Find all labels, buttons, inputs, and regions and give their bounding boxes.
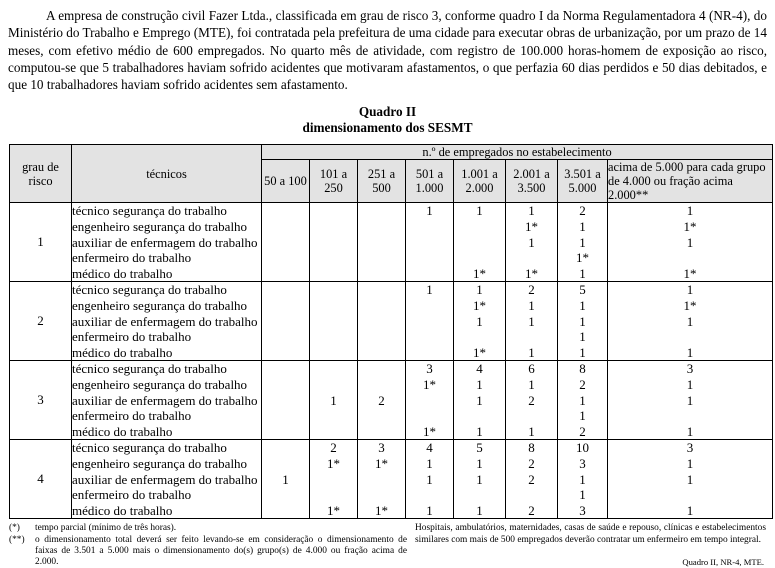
cell-grade4-2001-3500 xyxy=(506,440,558,519)
cell-value: 1 xyxy=(528,344,535,360)
technician-label: enfermeiro do trabalho xyxy=(72,487,192,503)
cell-value: 2 xyxy=(528,471,535,487)
cell-value: 1 xyxy=(476,502,483,518)
cell-value xyxy=(310,282,357,298)
cell-grade4-1001-2000 xyxy=(454,440,506,519)
cell-grade1-acima-5000 xyxy=(608,203,773,282)
cell-value xyxy=(262,345,309,361)
cell-value xyxy=(310,377,357,393)
technician-label: médico do trabalho xyxy=(72,344,173,360)
cell-value: 1 xyxy=(686,502,694,518)
cell-value xyxy=(454,235,505,251)
cell-grade1-101-250 xyxy=(310,203,358,282)
footnotes-right xyxy=(413,523,766,568)
cell-value: 1 xyxy=(579,392,586,408)
cell-value xyxy=(358,345,405,361)
footnote-double-asterisk xyxy=(9,535,407,568)
cell-value: 4 xyxy=(476,361,483,377)
cell-value: 1 xyxy=(686,282,694,298)
cell-value: 1* xyxy=(327,502,340,518)
cell-value: 1 xyxy=(426,282,433,298)
cell-value: 1 xyxy=(476,471,483,487)
table-title-line2: dimensionamento dos SESMT xyxy=(302,119,473,135)
technician-label: auxiliar de enfermagem do trabalho xyxy=(72,234,258,250)
cell-grade1-501-1000 xyxy=(406,203,454,282)
table-title-line1: Quadro II xyxy=(358,104,417,120)
cell-value: 3 xyxy=(378,440,385,456)
cell-value xyxy=(506,408,557,424)
cell-grade3-501-1000 xyxy=(406,361,454,440)
cell-value: 1* xyxy=(423,377,436,393)
footnote-text-1: tempo parcial (mínimo de três horas). xyxy=(35,523,177,534)
cell-value xyxy=(262,235,309,251)
cell-value xyxy=(454,487,505,503)
cell-value: 2 xyxy=(528,502,535,518)
cell-value xyxy=(406,235,453,251)
cell-value: 1 xyxy=(579,313,586,329)
cell-value xyxy=(358,377,405,393)
cell-value: 1 xyxy=(528,313,535,329)
cell-grade2-2001-3500 xyxy=(506,282,558,361)
cell-value xyxy=(406,345,453,361)
header-group-title: n.º de empregados no estabelecimento xyxy=(262,145,773,160)
cell-value xyxy=(310,345,357,361)
cell-grade2-501-1000 xyxy=(406,282,454,361)
cell-value: 1 xyxy=(579,219,586,235)
cell-value: 5 xyxy=(476,440,483,456)
cell-value: 1* xyxy=(683,298,697,314)
cell-value xyxy=(310,250,357,266)
cell-value: 1 xyxy=(476,313,483,329)
cell-value xyxy=(262,377,309,393)
cell-value: 1 xyxy=(579,234,586,250)
cell-value xyxy=(262,203,309,219)
cell-value: 1 xyxy=(579,487,586,503)
cell-grade3-2001-3500 xyxy=(506,361,558,440)
cell-value: 1 xyxy=(528,203,535,219)
cell-grade3-50-100 xyxy=(262,361,310,440)
cell-value xyxy=(310,472,357,488)
technician-label: médico do trabalho xyxy=(72,265,173,281)
cell-value: 5 xyxy=(579,282,586,298)
grade-cell-3: 3 xyxy=(10,361,72,440)
technicians-cell xyxy=(72,440,262,519)
header-grau-de-risco: grau de risco xyxy=(10,145,72,203)
cell-value xyxy=(310,314,357,330)
cell-value: 1 xyxy=(686,423,694,439)
cell-value: 1 xyxy=(686,313,694,329)
cell-grade1-1001-2000 xyxy=(454,203,506,282)
cell-value xyxy=(262,408,309,424)
cell-value xyxy=(358,472,405,488)
cell-value xyxy=(608,487,772,503)
cell-value: 1 xyxy=(579,329,586,345)
cell-value: 1 xyxy=(579,265,586,281)
cell-value xyxy=(406,314,453,330)
cell-grade4-50-100 xyxy=(262,440,310,519)
technician-label: técnico segurança do trabalho xyxy=(72,203,227,219)
cell-value xyxy=(358,235,405,251)
cell-grade2-3501-5000 xyxy=(558,282,608,361)
cell-value: 1* xyxy=(683,265,697,281)
cell-value: 1 xyxy=(579,344,586,360)
cell-grade2-101-250 xyxy=(310,282,358,361)
cell-value xyxy=(406,219,453,235)
cell-value xyxy=(262,424,309,440)
cell-value xyxy=(358,282,405,298)
cell-value xyxy=(262,282,309,298)
header-range-101-250: 101 a 250 xyxy=(310,160,358,203)
cell-value xyxy=(262,393,309,409)
cell-value xyxy=(310,235,357,251)
technician-label: enfermeiro do trabalho xyxy=(72,250,192,266)
cell-value xyxy=(310,266,357,282)
technician-label: auxiliar de enfermagem do trabalho xyxy=(72,471,258,487)
cell-value xyxy=(406,266,453,282)
cell-value: 3 xyxy=(686,361,694,377)
cell-value: 1 xyxy=(426,502,433,518)
table-row xyxy=(10,282,773,361)
cell-value: 2 xyxy=(330,440,337,456)
cell-value xyxy=(310,487,357,503)
cell-value xyxy=(454,250,505,266)
cell-value: 1 xyxy=(476,203,483,219)
source-citation: Quadro II, NR-4, MTE. xyxy=(682,556,764,567)
technician-label: engenheiro segurança do trabalho xyxy=(72,219,248,235)
cell-grade1-2001-3500 xyxy=(506,203,558,282)
header-acima-5000-line1: acima de 5.000 para cada grupo xyxy=(608,160,766,175)
cell-value: 2 xyxy=(579,377,586,393)
cell-value xyxy=(454,329,505,345)
table-row xyxy=(10,361,773,440)
cell-value: 1 xyxy=(686,377,694,393)
cell-grade3-3501-5000 xyxy=(558,361,608,440)
cell-value xyxy=(310,203,357,219)
cell-value xyxy=(454,219,505,235)
cell-value: 1 xyxy=(528,423,535,439)
cell-value xyxy=(406,329,453,345)
technician-label: médico do trabalho xyxy=(72,502,173,518)
cell-value xyxy=(506,250,557,266)
cell-value: 1 xyxy=(476,392,483,408)
cell-value: 2 xyxy=(579,203,586,219)
header-range-3501-5000: 3.501 a 5.000 xyxy=(558,160,608,203)
footnotes xyxy=(9,523,766,568)
table-row xyxy=(10,203,773,282)
cell-value: 1 xyxy=(686,344,694,360)
technician-label: auxiliar de enfermagem do trabalho xyxy=(72,392,258,408)
cell-value xyxy=(262,487,309,503)
cell-value: 1 xyxy=(476,455,483,471)
cell-value: 1 xyxy=(426,455,433,471)
cell-grade1-251-500 xyxy=(358,203,406,282)
cell-value: 1 xyxy=(476,282,483,298)
cell-value xyxy=(262,440,309,456)
cell-grade3-1001-2000 xyxy=(454,361,506,440)
technicians-cell xyxy=(72,282,262,361)
cell-value: 1 xyxy=(528,234,535,250)
cell-value: 1 xyxy=(528,377,535,393)
technician-label: técnico segurança do trabalho xyxy=(72,361,227,377)
cell-value: 2 xyxy=(528,455,535,471)
cell-value: 8 xyxy=(528,440,535,456)
cell-value xyxy=(358,424,405,440)
cell-value xyxy=(358,314,405,330)
cell-value xyxy=(358,250,405,266)
cell-value xyxy=(358,266,405,282)
cell-value: 1 xyxy=(282,471,289,487)
cell-value: 1* xyxy=(473,344,486,360)
cell-value xyxy=(406,393,453,409)
cell-value xyxy=(310,298,357,314)
cell-value: 1 xyxy=(686,455,694,471)
cell-value xyxy=(608,408,772,424)
cell-value: 1 xyxy=(330,392,337,408)
cell-value: 3 xyxy=(686,440,694,456)
technician-label: técnico segurança do trabalho xyxy=(72,440,227,456)
sesmt-dimensioning-table xyxy=(9,144,773,519)
cell-value xyxy=(310,219,357,235)
cell-value: 1 xyxy=(686,234,694,250)
grade-cell-1: 1 xyxy=(10,203,72,282)
cell-value: 3 xyxy=(426,361,433,377)
cell-value xyxy=(608,250,772,266)
cell-value xyxy=(358,203,405,219)
cell-value: 2 xyxy=(579,423,586,439)
cell-value: 1 xyxy=(579,298,586,314)
footnote-single-asterisk xyxy=(9,523,407,534)
cell-value xyxy=(262,250,309,266)
cell-value xyxy=(358,487,405,503)
table-body xyxy=(10,203,773,519)
cell-value: 1 xyxy=(686,203,694,219)
technicians-cell xyxy=(72,203,262,282)
cell-grade2-1001-2000 xyxy=(454,282,506,361)
cell-value xyxy=(358,329,405,345)
cell-value: 1* xyxy=(473,298,486,314)
cell-value: 1* xyxy=(327,455,340,471)
technician-label: enfermeiro do trabalho xyxy=(72,329,192,345)
cell-value: 1* xyxy=(525,265,538,281)
cell-grade2-50-100 xyxy=(262,282,310,361)
cell-value: 1 xyxy=(579,471,586,487)
cell-value: 1* xyxy=(375,502,388,518)
cell-grade2-acima-5000 xyxy=(608,282,773,361)
technician-label: engenheiro segurança do trabalho xyxy=(72,455,248,471)
table-header-row-1 xyxy=(10,145,773,160)
cell-value: 2 xyxy=(378,392,385,408)
footnotes-left xyxy=(9,523,413,568)
cell-grade3-acima-5000 xyxy=(608,361,773,440)
header-range-251-500: 251 a 500 xyxy=(358,160,406,203)
footnote-text-2: o dimensionamento total deverá ser feito levando-se em consideração o dimensionamento de faixas de 3.501 a 5.000 mais o dimensionamento do(s) grupo(s) de 4.000 ou fração acima de 2.000. xyxy=(35,534,407,567)
cell-value xyxy=(262,219,309,235)
cell-value xyxy=(262,503,309,519)
grade-cell-2: 2 xyxy=(10,282,72,361)
cell-value xyxy=(608,329,772,345)
cell-value: 2 xyxy=(528,282,535,298)
technician-label: engenheiro segurança do trabalho xyxy=(72,377,248,393)
header-range-501-1000: 501 a 1.000 xyxy=(406,160,454,203)
intro-paragraph: A empresa de construção civil Fazer Ltda., classificada em grau de risco 3, conforme quadro I da Norma Regulamentadora 4 (NR-4), do Ministério do Trabalho e Emprego (MTE), foi contratada pela prefeitura de uma cidade para executar obras de urbanização, por um prazo de 14 meses, com efetivo médio de 600 empregados. No quarto mês de atividade, com registro de 100.000 horas-homem de exposição ao risco, computou-se que 5 trabalhadores haviam sofrido acidentes que motivaram afastamentos, o que perfazia 60 dias perdidos e 50 dias debitados, e que 10 trabalhadores haviam sofrido acidentes sem afastamento. xyxy=(8,8,767,93)
header-range-50-100: 50 a 100 xyxy=(262,160,310,203)
cell-value xyxy=(262,361,309,377)
cell-value xyxy=(310,408,357,424)
cell-value xyxy=(406,408,453,424)
cell-grade1-50-100 xyxy=(262,203,310,282)
cell-value xyxy=(406,250,453,266)
cell-value xyxy=(310,329,357,345)
cell-value: 6 xyxy=(528,361,535,377)
table-row xyxy=(10,440,773,519)
technician-label: técnico segurança do trabalho xyxy=(72,282,227,298)
cell-grade2-251-500 xyxy=(358,282,406,361)
cell-value: 2 xyxy=(528,392,535,408)
cell-grade4-acima-5000 xyxy=(608,440,773,519)
technician-label: auxiliar de enfermagem do trabalho xyxy=(72,313,258,329)
cell-value: 1 xyxy=(426,203,433,219)
technicians-cell xyxy=(72,361,262,440)
cell-value: 3 xyxy=(579,502,586,518)
cell-value: 1 xyxy=(579,408,586,424)
cell-value xyxy=(406,298,453,314)
cell-value: 1 xyxy=(426,471,433,487)
cell-value: 1 xyxy=(686,392,694,408)
cell-value: 3 xyxy=(579,455,586,471)
cell-value: 1* xyxy=(375,455,388,471)
cell-grade3-251-500 xyxy=(358,361,406,440)
cell-value xyxy=(310,361,357,377)
header-range-1001-2000: 1.001 a 2.000 xyxy=(454,160,506,203)
cell-value: 1 xyxy=(476,377,483,393)
cell-value xyxy=(358,361,405,377)
cell-value: 8 xyxy=(579,361,586,377)
cell-value xyxy=(262,456,309,472)
grade-cell-4: 4 xyxy=(10,440,72,519)
header-tecnicos: técnicos xyxy=(72,145,262,203)
technician-label: enfermeiro do trabalho xyxy=(72,408,192,424)
cell-grade4-3501-5000 xyxy=(558,440,608,519)
header-range-acima-5000 xyxy=(608,160,773,203)
cell-value xyxy=(406,487,453,503)
header-range-2001-3500: 2.001 a 3.500 xyxy=(506,160,558,203)
cell-value xyxy=(262,314,309,330)
technician-label: engenheiro segurança do trabalho xyxy=(72,298,248,314)
table-title xyxy=(6,104,769,135)
cell-value: 1* xyxy=(525,219,538,235)
cell-grade4-251-500 xyxy=(358,440,406,519)
cell-value: 1* xyxy=(423,423,436,439)
cell-grade4-101-250 xyxy=(310,440,358,519)
technician-label: médico do trabalho xyxy=(72,423,173,439)
footnote-mark-2: (**) xyxy=(9,534,25,545)
cell-value xyxy=(262,329,309,345)
footnote-mark-1: (*) xyxy=(9,523,20,534)
cell-grade4-501-1000 xyxy=(406,440,454,519)
header-acima-5000-line2: de 4.000 ou fração acima 2.000** xyxy=(608,174,733,203)
cell-grade3-101-250 xyxy=(310,361,358,440)
cell-value xyxy=(454,408,505,424)
cell-value xyxy=(358,298,405,314)
cell-value xyxy=(262,266,309,282)
cell-value: 1 xyxy=(476,423,483,439)
cell-value xyxy=(506,487,557,503)
cell-value xyxy=(506,329,557,345)
cell-value: 4 xyxy=(426,440,433,456)
cell-value xyxy=(262,298,309,314)
cell-value xyxy=(310,424,357,440)
cell-value: 1* xyxy=(576,250,589,266)
cell-value xyxy=(358,219,405,235)
cell-value: 1 xyxy=(686,471,694,487)
cell-grade1-3501-5000 xyxy=(558,203,608,282)
footnote-hospitals-note: Hospitais, ambulatórios, maternidades, casas de saúde e repouso, clínicas e estabelecimentos similares com mais de 500 empregados deverão contratar um enfermeiro em tempo integral. xyxy=(415,523,766,545)
cell-value: 1* xyxy=(473,265,486,281)
cell-value: 10 xyxy=(576,440,589,456)
cell-value: 1 xyxy=(528,298,535,314)
cell-value xyxy=(358,408,405,424)
cell-value: 1* xyxy=(683,219,697,235)
